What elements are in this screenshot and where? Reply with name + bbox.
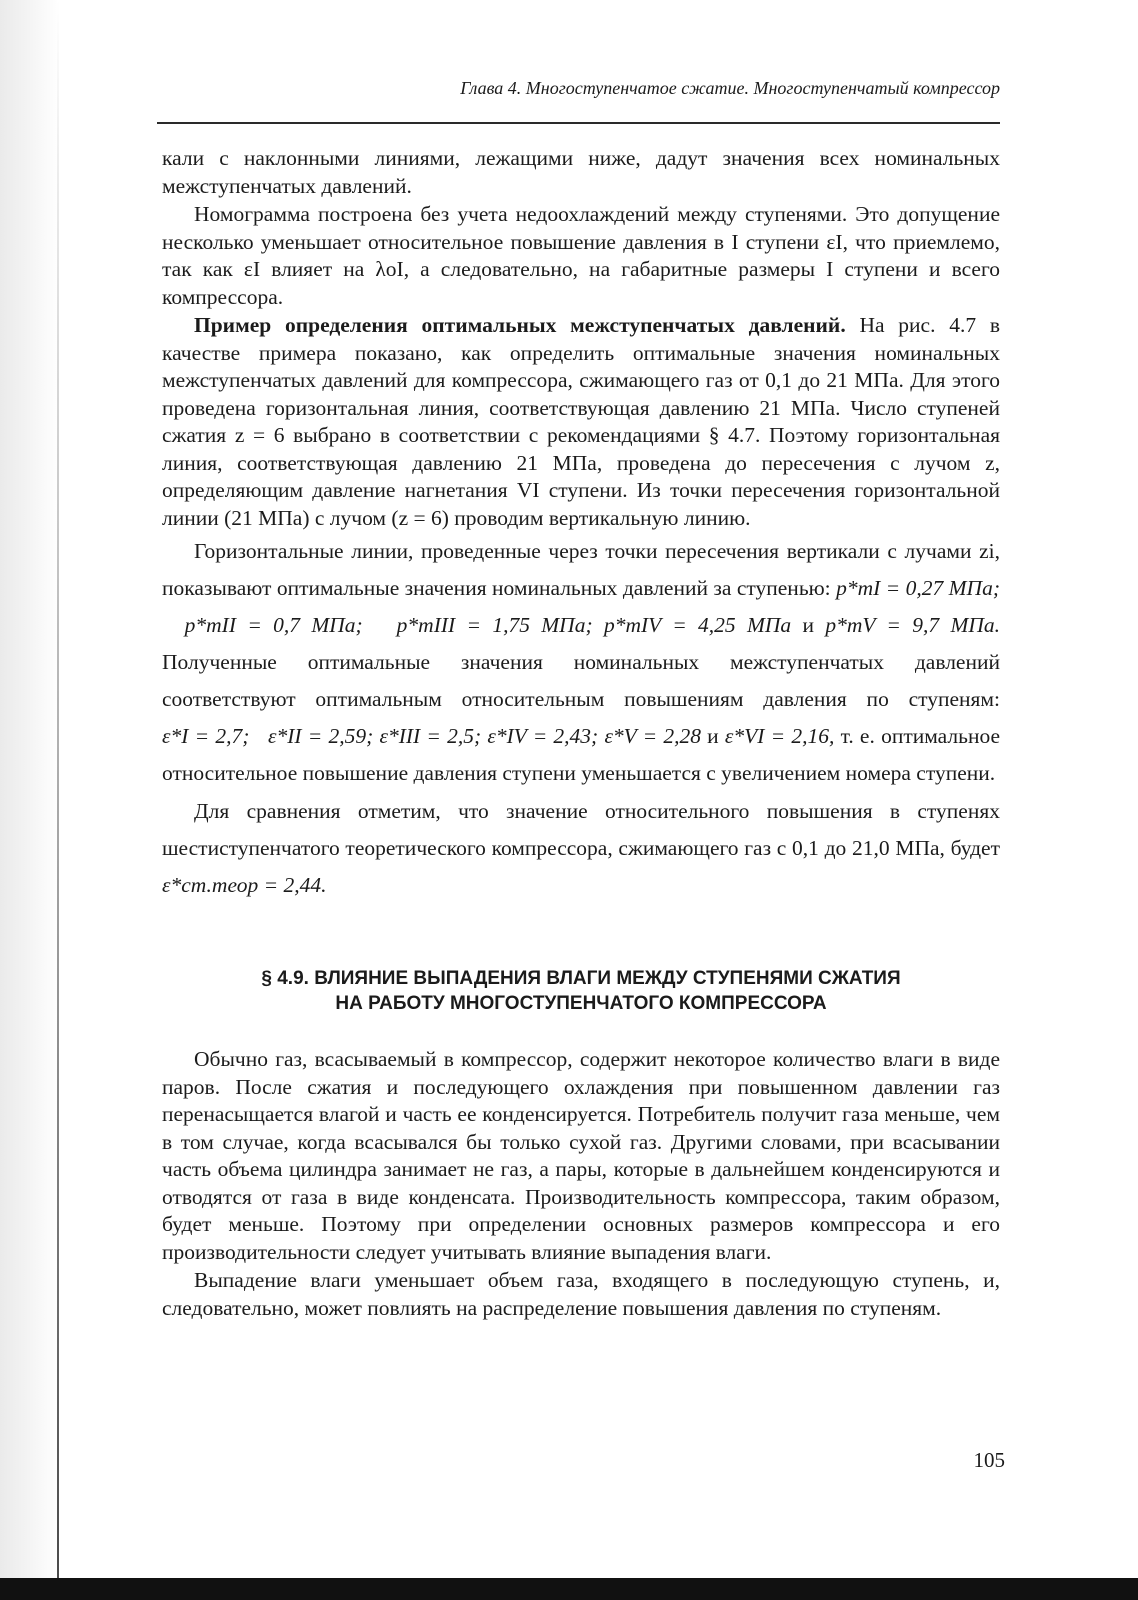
paragraph-3 [162, 312, 1000, 532]
pressure-stage-5: p*mV = 9,7 МПа. [825, 613, 1001, 637]
page-edge-shadow [0, 0, 60, 1600]
paragraph-7: Выпадение влаги уменьшает объем газа, входящего в последующую ступень, и, следовательно, может повлиять на распределение повышения давления по ступеням. [162, 1268, 1000, 1320]
pressure-stage-3: p*mIII = 1,75 МПа; [396, 613, 593, 637]
book-spine-line [57, 0, 59, 1580]
section-heading-line-2: НА РАБОТУ МНОГОСТУПЕНЧАТОГО КОМПРЕССОРА [335, 993, 827, 1014]
header-rule [157, 122, 1000, 124]
pressure-stage-4: p*mIV = 4,25 МПа [603, 613, 792, 637]
pressure-stage-1: p*mI = 0,27 МПа; [836, 576, 1000, 600]
ratio-stage-2: ε*II = 2,59; [268, 724, 374, 748]
paragraph-4-text-b: Полученные оптимальные значения номинальных межступенчатых давлений соответствуют оптимальным относительным повышениям давления по ступеням: [162, 650, 1000, 711]
paragraph-2: Номограмма построена без учета недоохлаждений между ступенями. Это допущение несколько уменьшает относительное повышение давления в I ступени εI, что приемлемо, так как εI влияет на λoI, а следовательно, на габаритные размеры I ступени и всего компрессора. [162, 202, 1000, 309]
section-heading-line-1: § 4.9. ВЛИЯНИЕ ВЫПАДЕНИЯ ВЛАГИ МЕЖДУ СТУПЕНЯМИ СЖАТИЯ [261, 968, 901, 989]
page-number: 105 [973, 1448, 1005, 1472]
paragraph-4-text-a: Горизонтальные линии, проведенные через точки пересечения вертикали с лучами zi, показывают оптимальные значения номинальных давлений за ступенью: [162, 539, 1000, 600]
paragraph-6: Обычно газ, всасываемый в компрессор, содержит некоторое количество влаги в виде паров. После сжатия и последующего охлаждения при повышенном давлении газ перенасыщается влагой и часть ее конденсируется. Потребитель получит газа меньше, чем в том случае, когда всасывался бы только сухой газ. Другими словами, при всасывании часть объема цилиндра занимает не газ, а пары, которые в дальнейшем конденсируются и отводятся от газа в виде конденсата. Производительность компрессора, таким образом, будет меньше. Поэтому при определении основных размеров компрессора и его производительности следует учитывать влияние выпадения влаги. [162, 1047, 1000, 1264]
paragraph-5 [162, 793, 1000, 904]
theoretical-ratio: ε*ст.теор = 2,44. [162, 873, 327, 897]
ratio-stage-1: ε*I = 2,7; [162, 724, 250, 748]
running-header: Глава 4. Многоступенчатое сжатие. Многоступенчатый компрессор [460, 78, 1000, 98]
scan-bottom-edge [0, 1578, 1138, 1600]
page-body [162, 145, 1000, 1322]
paragraph-3-bold-lead: Пример определения оптимальных межступенчатых давлений. [194, 313, 846, 337]
ratio-stage-3: ε*III = 2,5; [379, 724, 482, 748]
paragraph-1: кали с наклонными линиями, лежащими ниже, дадут значения всех номинальных межступенчатых давлений. [162, 146, 1000, 198]
and-word-1: и [791, 613, 826, 637]
paragraph-4 [162, 533, 1000, 792]
and-word-2: и [700, 724, 725, 748]
ratio-stage-6: ε*VI = 2,16, [724, 724, 835, 748]
paragraph-3-text: На рис. 4.7 в качестве примера показано, как определить оптимальные значения номинальных межступенчатых давлений для компрессора, сжимающего газ от 0,1 до 21 МПа. Для этого проведена горизонтальная линия, соответствующая давлению 21 МПа. Число ступеней сжатия z = 6 выбрано в соответствии с рекомендациями § 4.7. Поэтому горизонтальная линия, соответствующая давлению 21 МПа, проведена до пересечения с лучом z, определяющим давление нагнетания VI ступени. Из точки пересечения горизонтальной линии (21 МПа) с лучом (z = 6) проводим вертикальную линию. [162, 313, 1000, 530]
paragraph-4-text-c: т. е. оптимальное относительное повышение давления ступени уменьшается с увеличением номера ступени. [162, 724, 1001, 785]
section-heading [162, 966, 1000, 1016]
ratio-stage-5: ε*V = 2,28 [604, 724, 701, 748]
ratio-stage-4: ε*IV = 2,43; [487, 724, 599, 748]
paragraph-5-text: Для сравнения отметим, что значение относительного повышения в ступенях шестиступенчатого теоретического компрессора, сжимающего газ с 0,1 до 21,0 МПа, будет [162, 799, 1000, 860]
pressure-stage-2: p*mII = 0,7 МПа; [184, 613, 363, 637]
